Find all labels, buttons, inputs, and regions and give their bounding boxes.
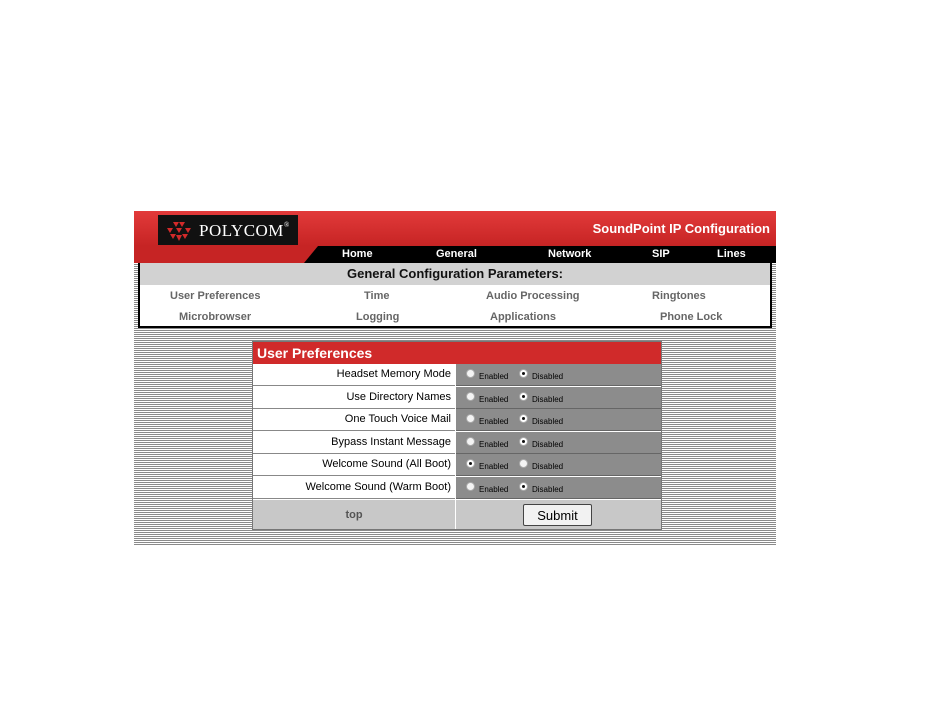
footer-left bbox=[253, 500, 455, 529]
enabled-radio[interactable] bbox=[466, 414, 475, 423]
nav-home[interactable]: Home bbox=[342, 248, 373, 260]
enabled-label: Enabled bbox=[479, 484, 509, 494]
polycom-logo bbox=[158, 215, 298, 245]
preference-label: Headset Memory Mode bbox=[253, 364, 455, 386]
preference-label: Welcome Sound (Warm Boot) bbox=[253, 477, 455, 499]
preference-row bbox=[253, 364, 661, 386]
disabled-radio[interactable] bbox=[519, 482, 528, 491]
enabled-label: Enabled bbox=[479, 372, 509, 381]
enabled-label: Enabled bbox=[479, 462, 509, 471]
enabled-label: Enabled bbox=[479, 394, 509, 404]
config-title: General Configuration Parameters: bbox=[140, 263, 770, 285]
polycom-triangles-icon bbox=[164, 220, 194, 242]
disabled-radio[interactable] bbox=[519, 392, 528, 401]
user-preferences-form bbox=[252, 341, 662, 530]
user-preferences-header bbox=[253, 342, 661, 364]
preference-label: Bypass Instant Message bbox=[253, 432, 455, 454]
disabled-label: Disabled bbox=[532, 417, 564, 426]
config-app bbox=[134, 211, 776, 546]
preference-row bbox=[253, 387, 661, 409]
disabled-label: Disabled bbox=[532, 484, 564, 494]
preference-row bbox=[253, 454, 661, 476]
nav-lines[interactable]: Lines bbox=[717, 248, 746, 260]
preference-label: One Touch Voice Mail bbox=[253, 409, 455, 431]
preference-options bbox=[456, 364, 661, 386]
app-title: SoundPoint IP Configuration bbox=[592, 221, 770, 236]
preference-row bbox=[253, 409, 661, 431]
logo-text: POLYCOM® bbox=[199, 221, 290, 240]
top-link[interactable]: top bbox=[345, 509, 363, 521]
preference-row bbox=[253, 477, 661, 499]
enabled-radio[interactable] bbox=[466, 392, 475, 401]
preference-options bbox=[456, 409, 661, 431]
link-applications[interactable]: Applications bbox=[490, 311, 557, 323]
preference-options bbox=[456, 387, 661, 409]
header-bar bbox=[134, 211, 776, 246]
nav-sip[interactable]: SIP bbox=[652, 248, 670, 260]
general-config-panel bbox=[138, 263, 772, 328]
disabled-radio[interactable] bbox=[519, 437, 528, 446]
logo-trademark: ® bbox=[283, 221, 290, 229]
link-logging[interactable]: Logging bbox=[356, 311, 400, 323]
preference-label: Use Directory Names bbox=[253, 387, 455, 409]
link-time[interactable]: Time bbox=[364, 290, 390, 302]
nav-general[interactable]: General bbox=[436, 248, 477, 260]
preference-row bbox=[253, 432, 661, 454]
preference-options bbox=[456, 454, 661, 476]
submit-button[interactable]: Submit bbox=[523, 504, 592, 526]
nav-red-accent bbox=[134, 246, 304, 263]
enabled-radio[interactable] bbox=[466, 437, 475, 446]
disabled-radio[interactable] bbox=[519, 414, 528, 423]
enabled-radio[interactable] bbox=[466, 459, 475, 468]
disabled-radio[interactable] bbox=[519, 459, 528, 468]
footer-right bbox=[456, 500, 661, 529]
enabled-radio[interactable] bbox=[466, 369, 475, 378]
disabled-radio[interactable] bbox=[519, 369, 528, 378]
disabled-label: Disabled bbox=[532, 394, 564, 404]
nav-network[interactable]: Network bbox=[548, 248, 592, 260]
link-phone-lock[interactable]: Phone Lock bbox=[660, 311, 723, 323]
link-microbrowser[interactable]: Microbrowser bbox=[179, 311, 252, 323]
preference-options bbox=[456, 432, 661, 454]
disabled-label: Disabled bbox=[532, 372, 564, 381]
link-audio-processing[interactable]: Audio Processing bbox=[486, 290, 580, 302]
preference-options bbox=[456, 477, 661, 499]
enabled-label: Enabled bbox=[479, 439, 509, 449]
enabled-label: Enabled bbox=[479, 417, 509, 426]
enabled-radio[interactable] bbox=[466, 482, 475, 491]
user-preferences-title: User Preferences bbox=[257, 345, 373, 361]
disabled-label: Disabled bbox=[532, 439, 564, 449]
link-ringtones[interactable]: Ringtones bbox=[652, 290, 706, 302]
disabled-label: Disabled bbox=[532, 462, 564, 471]
preference-label: Welcome Sound (All Boot) bbox=[253, 454, 455, 476]
top-nav bbox=[134, 246, 776, 263]
link-user-preferences[interactable]: User Preferences bbox=[170, 290, 261, 302]
